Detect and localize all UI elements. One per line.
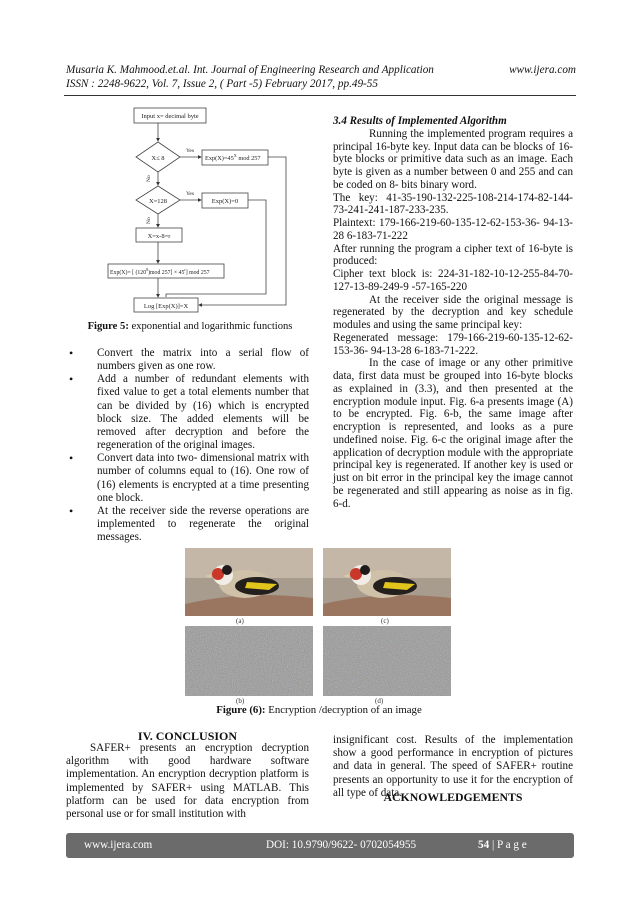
flow-no1-text: No [146, 175, 152, 182]
figure6-images [0, 548, 638, 708]
noise-image-encrypted [185, 626, 313, 696]
bullet-item: • At the receiver side the reverse operations are implemented to regenerate the original messages. [66, 505, 309, 544]
flow-sub-text: X=x-8=r [147, 233, 171, 240]
ciphertext-text: Cipher text block is: 224-31-182-10-12-255-84-70-127-13-89-249-9 -57-165-220 [333, 268, 573, 293]
bullet-item: • Add a number of redundant elements with fixed value to get a total elements number that can be divided by (16) which is encrypted block size. The added elements will be removed after decryption and before the regeneration of the original images. [66, 373, 309, 452]
steps-bullet-list [66, 347, 309, 544]
flow-no2-text: No [146, 217, 152, 224]
footer-doi: DOI: 10.9790/9622- 0702054955 [266, 839, 417, 851]
journal-citation: Musaria K. Mahmood.et.al. Int. Journal of Engineering Research and Application [66, 64, 434, 76]
conclusion-continued: insignificant cost. Results of the implementation show a good performance in encryption of pictures and data in general. The speed of SAFER+ routine presents an opportunity to use it for the encryption of all type of data. [333, 734, 573, 799]
paragraph: In the case of image or any other primitive data, first data must be grouped into 16-byte blocks as explained in (3.3), and then presented at the encryption module input. Fig. 6-a presents image (A) to be encrypted. Fig. 6-b, the same image after encryption is represented, and looks as a pure undefined noise. Fig. 6-c the original image after the application of decryption module with the appropriate principal key is regenerated. If another key is used or just on bit error in the principal key the image cannot be regenerated and still appearing as noise as in fig. 6-d. [333, 357, 573, 510]
page-footer [66, 833, 574, 858]
flow-input-text: Input x= decimal byte [141, 113, 199, 120]
flowchart-figure [106, 104, 306, 318]
footer-page-number: 54 | P a g e [478, 839, 527, 851]
figure5-caption [66, 321, 314, 332]
image-label-c: (c) [381, 617, 389, 625]
footer-url-link[interactable]: www.ijera.com [84, 839, 153, 851]
paragraph: At the receiver side the original message is regenerated by the decryption and key schedule modules and using the same principal key: [333, 293, 573, 331]
bird-image-decrypted [323, 548, 451, 616]
running-header-line1 [66, 64, 576, 78]
figure6-label: Figure (6): [216, 704, 266, 716]
image-label-b: (b) [236, 697, 245, 705]
flow-exp-text: $Exp(X)=45^X$ mod 257 [205, 153, 261, 162]
flow-cond2-text: X=128 [148, 198, 168, 205]
image-label-a: (a) [236, 617, 244, 625]
figure6-caption-text: Encryption /decryption of an image [265, 704, 422, 716]
bullet-item: • Convert data into two- dimensional matrix with number of columns equal to (16). One row of (16) elements is encrypted at a time presenting one block. [66, 452, 309, 505]
image-label-d: (d) [375, 697, 384, 705]
flow-yes2-text: Yes [186, 191, 195, 197]
figure5-label: Figure 5: [87, 321, 129, 332]
section-heading: 3.4 Results of Implemented Algorithm [333, 115, 507, 127]
conclusion-heading: IV. CONCLUSION [137, 729, 238, 743]
noise-image-wrong-key [323, 626, 451, 696]
figure6-caption [0, 704, 638, 716]
bird-image-original [185, 548, 313, 616]
acknowledgements-heading: ACKNOWLEDGEMENTS [383, 790, 523, 804]
regenerated-text: Regenerated message: 179-166-219-60-135-12-62-153-36- 94-13-28 6-183-71-222. [333, 331, 573, 357]
key-text: The key: 41-35-190-132-225-108-214-174-82-144-73-241-241-187-233-235. [333, 191, 573, 217]
flow-zero-text: Exp(X)=0 [211, 198, 239, 205]
figure5-caption-text: exponential and logarithmic functions [128, 321, 293, 332]
running-header-issn: ISSN : 2248-9622, Vol. 7, Issue 2, ( Part -5) February 2017, pp.49-55 [66, 78, 378, 90]
right-column-results [333, 115, 573, 510]
bullet-item: • Convert the matrix into a serial flow of numbers given as one row. [66, 347, 309, 373]
flow-cond1-text: X≤ 8 [151, 155, 165, 162]
flow-log-text: Log [Exp(X)]=X [143, 303, 189, 310]
flow-formula-text: Exp(X)= [ $(120^8)mod$ $257] \times 45^r$] mod 257 [110, 267, 210, 276]
conclusion-text: SAFER+ presents an encryption decryption algorithm with good hardware software implementation. An encryption decryption platform is implemented by SAFER+ using MATLAB. This platform can be used for data encryption from personal use or for small institution with [66, 742, 309, 821]
paragraph: After running the program a cipher text of 16-byte is produced: [333, 242, 573, 268]
header-url-link[interactable]: www.ijera.com [509, 64, 576, 76]
header-rule [64, 95, 576, 96]
flow-yes1-text: Yes [186, 148, 195, 154]
plaintext-text: Plaintext: 179-166-219-60-135-12-62-153-36- 94-13-28 6-183-71-222 [333, 217, 573, 242]
paragraph: Running the implemented program requires a principal 16-byte key. Input data can be blocks of 16-byte blocks or primitive data such as an image. Each byte is given as a number between 0 and 255 and can be coded on 8- bits binary word. [333, 127, 573, 191]
